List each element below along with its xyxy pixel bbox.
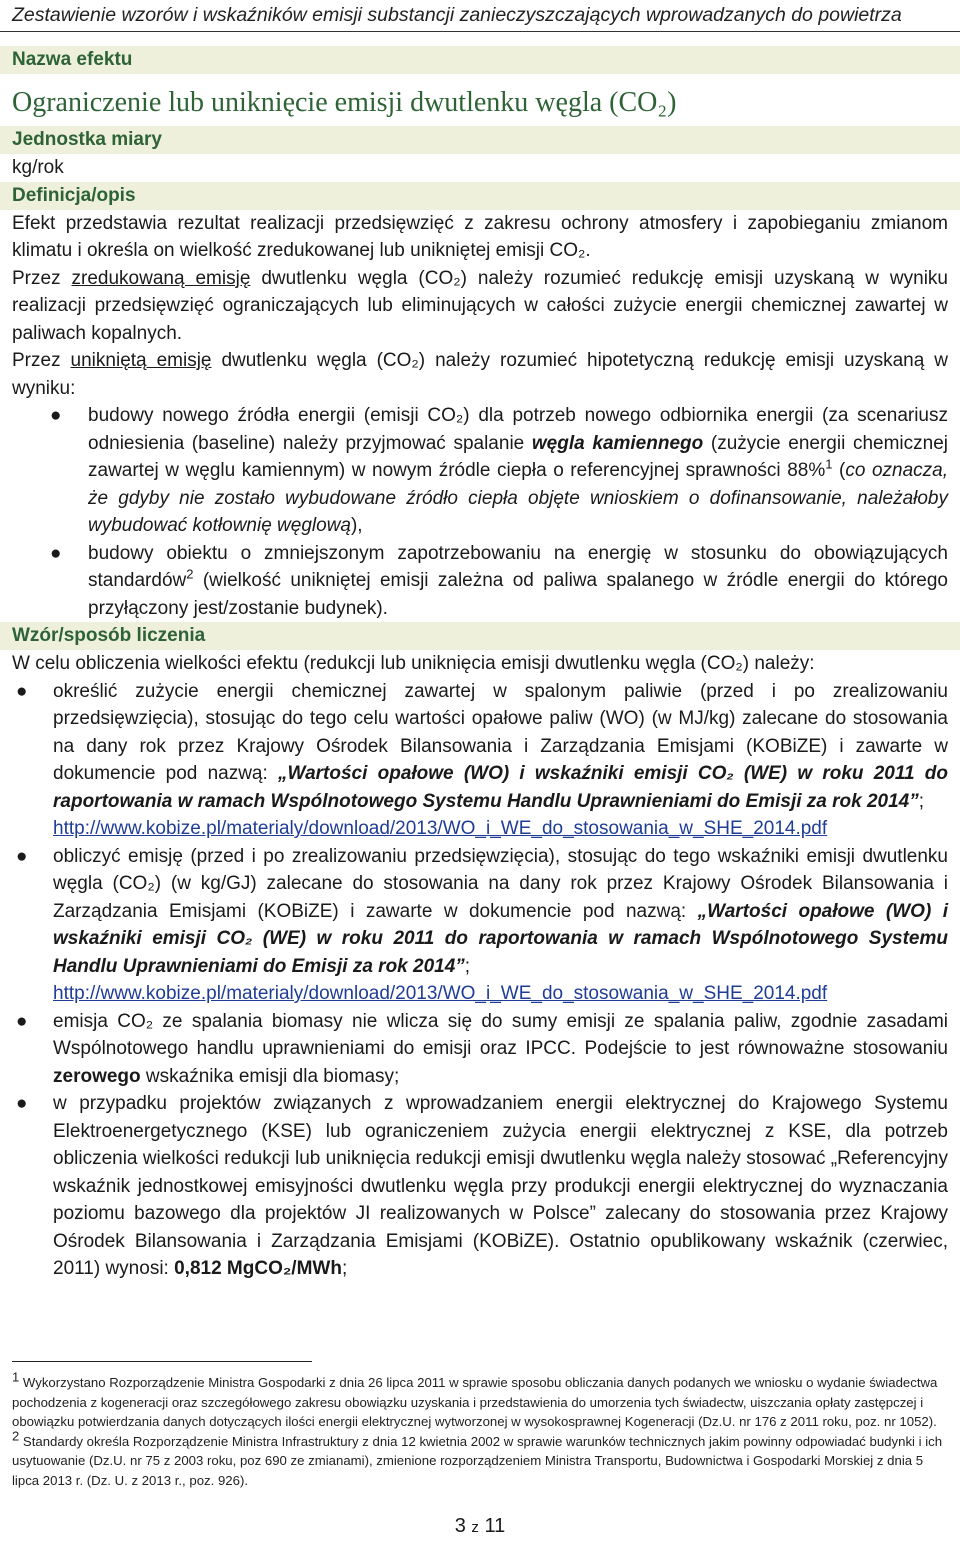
term-avoided-emission: unikniętą emisję: [70, 350, 212, 371]
kobize-link[interactable]: http://www.kobize.pl/materialy/download/2013/WO_i_WE_do_stosowania_w_SHE_2014.pdf: [53, 983, 828, 1004]
kobize-link[interactable]: http://www.kobize.pl/materialy/download/2013/WO_i_WE_do_stosowania_w_SHE_2014.pdf: [53, 818, 828, 839]
bullet-icon: ●: [50, 542, 62, 564]
section-label-formula: Wzór/sposób liczenia: [0, 622, 960, 650]
list-item: ● budowy nowego źródła energii (emisji CO₂) dla potrzeb nowego odbiornika energii (za scenariusz odniesienia (baseline) należy przyjmować spalanie węgla kamiennego (zużycie energii chemicznej zawartej w węglu kamiennym) w nowym źródle ciepła o referencyjnej sprawności 88%$^1$ (co oznacza, że gdyby nie zostało wybudowane źródło ciepła objęte wnioskiem o dofinansowanie, należałoby wybudować kotłownię węglową),: [12, 402, 948, 540]
definition-intro: Efekt przedstawia rezultat realizacji przedsięwzięć z zakresu ochrony atmosfery i zapobieganiu zmianom klimatu i określa on wielkość zredukowanej lub unikniętej emisji CO₂.: [12, 212, 948, 261]
bullet-icon: ●: [16, 1010, 28, 1032]
footnote-ref: 2: [186, 566, 194, 582]
bullet-icon: ●: [50, 405, 62, 426]
definition-reduced: Przez zredukowaną emisję dwutlenku węgla (CO₂) należy rozumieć redukcję emisji uzyskaną w wyniku realizacji przedsięwzięć ograniczających lub eliminujących w całości zużycie energii chemicznej zawartej w paliwach kopalnych.: [12, 267, 948, 344]
footnote-2: $^2$ Standardy określa Rozporządzenie Ministra Infrastruktury z dnia 12 kwietnia 2002 w sprawie warunków technicznych jakim powinny odpowiadać budynki i ich usytuowanie (Dz.U. nr 75 z 2003 roku, poz 690 ze zmianami), zmienione rozporządzeniem Ministra Transportu, Budownictwa i Gospodarki Morskiej z dnia 5 lipca 2013 r. (Dz. U. z 2013 r., poz. 926).: [12, 1428, 943, 1488]
definition-avoided: Przez unikniętą emisję dwutlenku węgla (CO₂) należy rozumieć hipotetyczną redukcję emisji uzyskaną w wyniku:: [12, 350, 948, 399]
bullet-icon: ●: [16, 1093, 28, 1114]
section-label-unit: Jednostka miary: [0, 126, 960, 154]
footnote-ref: 1: [825, 456, 833, 472]
section-label-definition: Definicja/opis: [0, 182, 960, 210]
bullet-icon: ●: [16, 845, 28, 867]
page-number: 3 z 11: [454, 1515, 506, 1537]
avoided-emission-list: [12, 402, 948, 622]
footnote-rule: [12, 1361, 312, 1362]
list-item: ● w przypadku projektów związanych z wprowadzaniem energii elektrycznej do Krajowego Systemu Elektroenergetycznego (KSE) lub ograniczeniem zużycia energii elektrycznej z KSE, dla potrzeb obliczenia wielkości redukcji lub uniknięcia redukcji emisji dwutlenku węgla należy stosować „Referencyjny wskaźnik jednostkowej emisyjności dwutlenku węgla przy produkcji energii elektrycznej do wyznaczania poziomu bazowego dla projektów JI realizowanych w Polsce” zalecany do stosowania przez Krajowy Ośrodek Bilansowania i Zarządzania Emisjami (KOBiZE). Ostatnio opublikowany wskaźnik (czerwiec, 2011) wynosi: 0,812 MgCO₂/MWh;: [12, 1090, 948, 1283]
effect-title: Ograniczenie lub uniknięcie emisji dwutlenku węgla (CO₂): [12, 87, 677, 118]
unit-value: kg/rok: [12, 157, 64, 178]
footnote-1: $^1$ Wykorzystano Rozporządzenie Ministra Gospodarki z dnia 26 lipca 2011 w sprawie sposobu obliczania danych podanych we wniosku o wydanie świadectwa pochodzenia z kogeneracji oraz szczegółowego zakresu obowiązku uzyskania i przedstawienia do umorzenia tych świadectw, uiszczania opłaty zastępczej i obowiązku potwierdzania danych dotyczących ilości energii elektrycznej wytworzonej w wysokosprawnej Kogeneracji (Dz.U. nr 176 z 2011 roku, poz. nr 1052).: [12, 1369, 938, 1429]
header-rule: [0, 31, 960, 32]
section-label-effect-name: Nazwa efektu: [0, 46, 960, 74]
formula-list: [12, 678, 948, 1283]
running-header: Zestawienie wzorów i wskaźników emisji substancji zanieczyszczających wprowadzanych do powietrza: [12, 4, 902, 26]
bullet-icon: ●: [16, 680, 28, 702]
list-item: ● obliczyć emisję (przed i po zrealizowaniu przedsięwzięcia), stosując do tego wskaźniki emisji dwutlenku węgla (CO₂) (w kg/GJ) zalecane do stosowania na dany rok przez Krajowy Ośrodek Bilansowania i Zarządzania Emisjami (KOBiZE) i zawarte w dokumencie pod nazwą: „Wartości opałowe (WO) i wskaźniki emisji CO₂ (WE) w roku 2011 do raportowania w ramach Wspólnotowego Systemu Handlu Uprawnieniami do Emisji za rok 2014”; http://www.kobize.pl/materialy/download/2013/WO_i_WE_do_stosowania_w_SHE_2014.pdf: [12, 843, 948, 1008]
footnotes: [12, 1369, 948, 1490]
document-page: [12, 0, 949, 1488]
list-item: ● budowy obiektu o zmniejszonym zapotrzebowaniu na energię w stosunku do obowiązujących standardów$^2$ (wielkość unikniętej emisji zależna od paliwa spalanego w źródle energii do którego przyłączony jest/zostanie budynek).: [12, 540, 948, 623]
list-item: ● emisja CO₂ ze spalania biomasy nie wlicza się do sumy emisji ze spalania paliw, zgodnie zasadami Wspólnotowego handlu uprawnieniami do emisji oraz IPCC. Podejście to jest równoważne stosowaniu zerowego wskaźnika emisji dla biomasy;: [12, 1008, 948, 1091]
term-reduced-emission: zredukowaną emisję: [71, 267, 251, 289]
formula-intro: W celu obliczenia wielkości efektu (redukcji lub uniknięcia emisji dwutlenku węgla (CO₂) należy:: [12, 653, 815, 674]
list-item: ● określić zużycie energii chemicznej zawartej w spalonym paliwie (przed i po zrealizowaniu przedsięwzięcia), stosując do tego celu wartości opałowe paliw (WO) (w MJ/kg) zalecane do stosowania na dany rok przez Krajowy Ośrodek Bilansowania i Zarządzania Emisjami (KOBiZE) i zawarte w dokumencie pod nazwą: „Wartości opałowe (WO) i wskaźniki emisji CO₂ (WE) w roku 2011 do raportowania w ramach Wspólnotowego Systemu Handlu Uprawnieniami do Emisji za rok 2014”; http://www.kobize.pl/materialy/download/2013/WO_i_WE_do_stosowania_w_SHE_2014.pdf: [12, 678, 948, 843]
